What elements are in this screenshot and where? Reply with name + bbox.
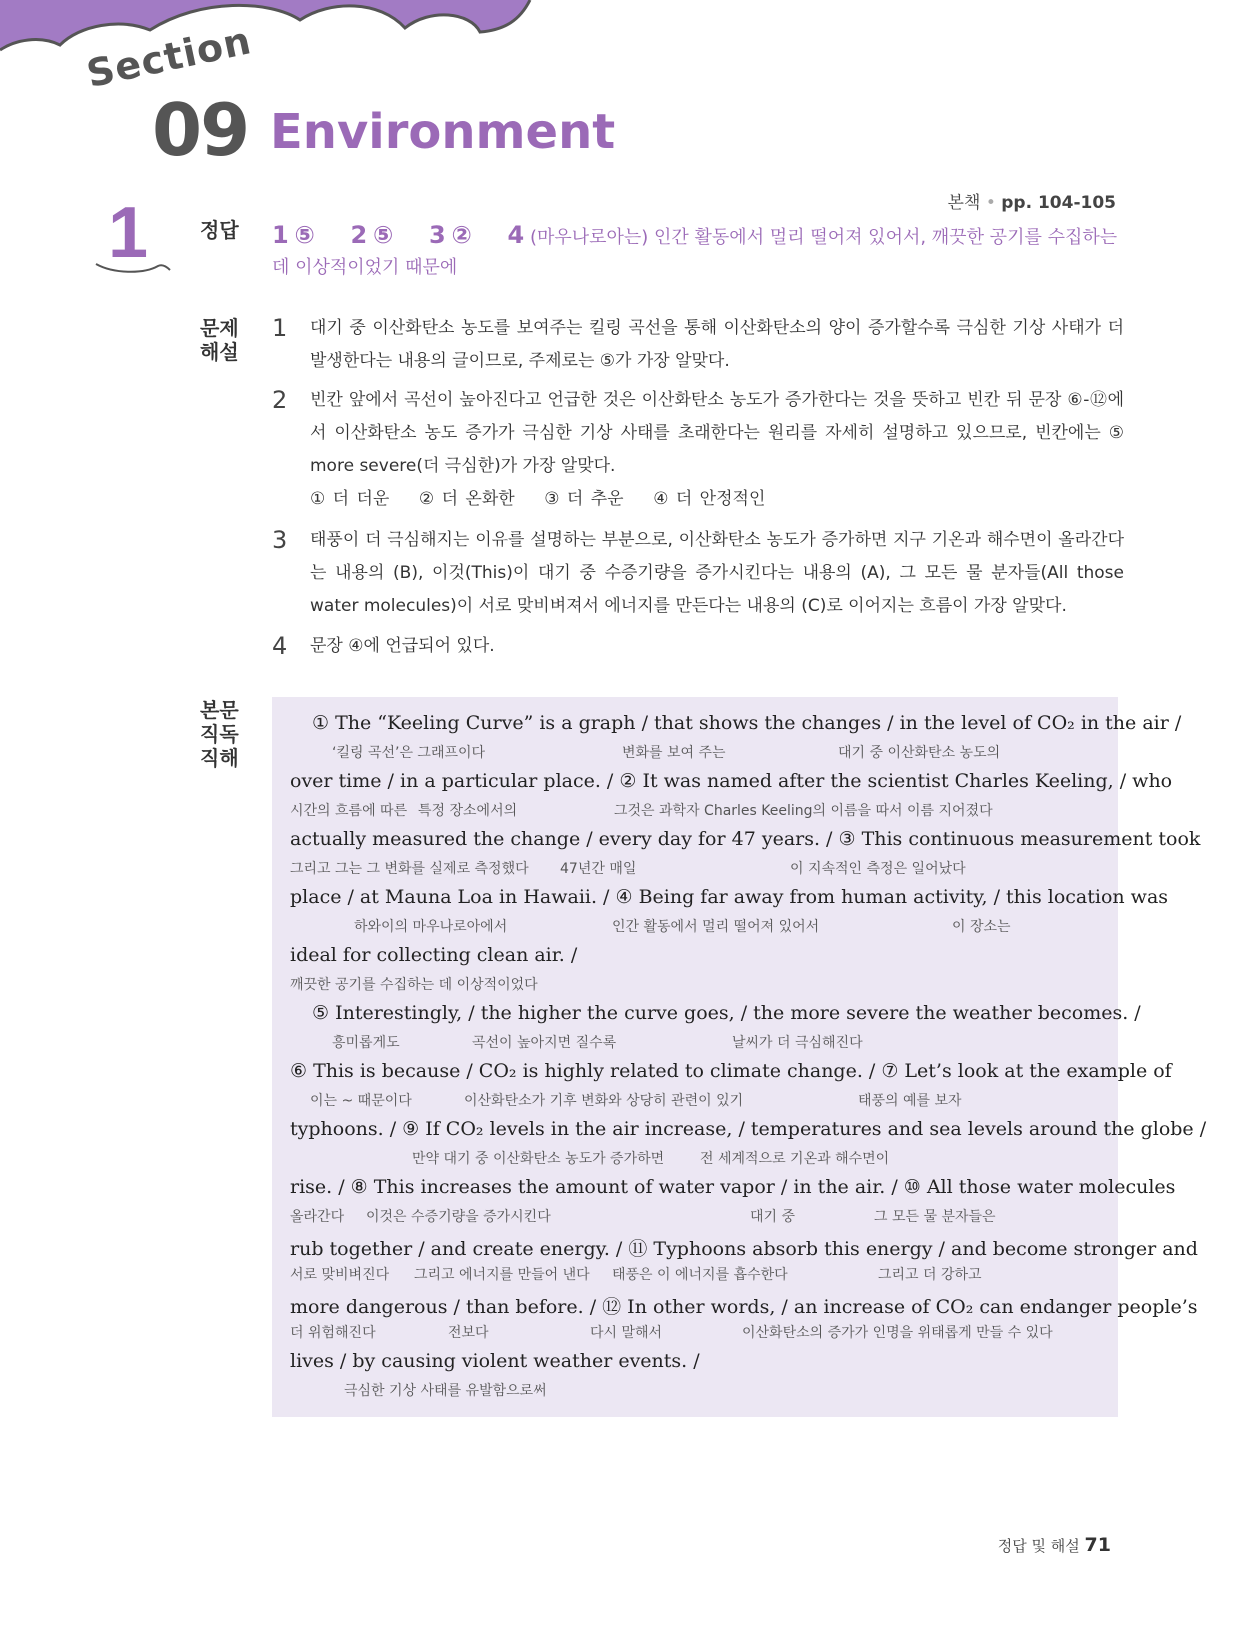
reference-pages: pp. 104-105 <box>1001 193 1116 213</box>
translation: 더 위험해진다 <box>290 1325 376 1341</box>
answer-2: ⑤ <box>372 221 394 249</box>
translation: 그리고 더 강하고 <box>878 1267 982 1283</box>
answers-block <box>272 220 1127 283</box>
translation: 깨끗한 공기를 수집하는 데 이상적이었다 <box>290 977 538 993</box>
translation: 극심한 기상 사태를 유발함으로써 <box>344 1383 547 1399</box>
explanation-item-1 <box>272 312 1124 378</box>
section-number: 09 <box>152 88 249 172</box>
reading-line: ⑤ Interestingly, / the higher the curve goes, / the more severe the weather becomes. / <box>312 1002 1141 1024</box>
header-cloud-banner <box>0 0 560 100</box>
footer-label: 정답 및 해설 <box>997 1537 1080 1555</box>
explanation-text: 문장 ④에 언급되어 있다. <box>310 636 495 656</box>
section-title: Environment <box>270 104 616 160</box>
explanation-item-3 <box>272 524 1124 623</box>
page-footer <box>998 1534 1111 1556</box>
page-number: 71 <box>1084 1534 1111 1556</box>
answer-1-num: 1 <box>272 221 289 249</box>
explanation-text: 빈칸 앞에서 곡선이 높아진다고 언급한 것은 이산화탄소 농도가 증가한다는 것을 뜻하고 빈칸 뒤 문장 ⑥-⑫에서 이산화탄소 농도 증가가 극심한 기상 사태를 초래한다는 원리를 자세히 설명하고 있으므로, 빈칸에는 ⑤ more severe(더 극심한)가 가장 알맞다. <box>310 390 1124 476</box>
translation: 서로 맞비벼진다 <box>290 1267 390 1283</box>
reading-line: actually measured the change / every day for 47 years. / ③ This continuous measurement took <box>290 828 1201 850</box>
explanation-label-line1: 문제 <box>200 316 239 340</box>
translation: 이 장소는 <box>952 919 1011 935</box>
translation: 이산화탄소의 증가가 인명을 위태롭게 만들 수 있다 <box>742 1325 1053 1341</box>
item-number: 1 <box>108 193 149 273</box>
answer-3-num: 3 <box>429 221 446 249</box>
translation: 날씨가 더 극심해진다 <box>732 1035 863 1051</box>
explanation-number: 3 <box>272 526 288 554</box>
answer-3: ② <box>451 221 472 249</box>
section-label: Section <box>82 18 256 96</box>
translation: ‘킬링 곡선’은 그래프이다 <box>332 745 486 761</box>
explanation-text: 대기 중 이산화탄소 농도를 보여주는 킬링 곡선을 통해 이산화탄소의 양이 증가할수록 극심한 기상 사태가 더 발생한다는 내용의 글이므로, 주제로는 ⑤가 가장 알맞다. <box>310 318 1124 371</box>
reading-line: more dangerous / than before. / ⑫ In other words, / an increase of CO₂ can endanger people’s <box>290 1296 1198 1318</box>
translation: 이것은 수증기량을 증가시킨다 <box>366 1209 551 1225</box>
answer-1: ⑤ <box>294 221 315 249</box>
answer-2-num: 2 <box>350 221 368 249</box>
translation: 태풍은 이 에너지를 흡수한다 <box>612 1267 788 1283</box>
translation: 흥미롭게도 <box>332 1035 400 1051</box>
reading-label-line2: 직독 <box>200 722 239 746</box>
translation: 대기 중 이산화탄소 농도의 <box>838 745 1001 761</box>
translation: 대기 중 <box>750 1209 796 1225</box>
reading-label <box>200 698 239 770</box>
reading-label-line1: 본문 <box>200 698 239 722</box>
translation: 인간 활동에서 멀리 떨어져 있어서 <box>612 919 820 935</box>
reading-line: rise. / ⑧ This increases the amount of water vapor / in the air. / ⑩ All those water molecules <box>290 1176 1176 1198</box>
explanation-text: 태풍이 더 극심해지는 이유를 설명하는 부분으로, 이산화탄소 농도가 증가하면 지구 기온과 해수면이 올라간다는 내용의 (B), 이것(This)이 대기 중 수증기량을 증가시킨다는 내용의 (A), 그 모든 물 분자들(All those water molecules)이 서로 맞비벼져서 에너지를 만든다는 내용의 (C)로 이어지는 흐름이 가장 알맞다. <box>310 530 1124 616</box>
explanation-item-2 <box>272 384 1124 516</box>
reading-line: over time / in a particular place. / ② It was named after the scientist Charles Keeling, / who <box>290 770 1173 792</box>
translation: 이산화탄소가 기후 변화와 상당히 관련이 있기 <box>464 1093 744 1109</box>
reading-line: place / at Mauna Loa in Hawaii. / ④ Being far away from human activity, / this location was <box>290 886 1169 908</box>
translation: 47년간 매일 <box>560 861 637 877</box>
translation: 하와이의 마우나로아에서 <box>354 919 508 935</box>
translation: 전보다 <box>448 1325 489 1341</box>
translation: 시간의 흐름에 따른 <box>290 803 408 819</box>
explanation-item-4 <box>272 630 1124 663</box>
translation: 그것은 과학자 Charles Keeling의 이름을 따서 이름 지어졌다 <box>614 803 993 819</box>
translation: 올라간다 <box>290 1209 345 1225</box>
answer-4: (마우나로아는) 인간 활동에서 멀리 떨어져 있어서, 깨끗한 공기를 수집하는 데 이상적이었기 때문에 <box>272 227 1118 278</box>
item-number-underline <box>94 258 174 278</box>
translation: 태풍의 예를 보자 <box>858 1093 962 1109</box>
reference-dot-icon: • <box>985 193 996 213</box>
explanation-number: 2 <box>272 386 288 414</box>
translation: 곡선이 높아지면 질수록 <box>472 1035 617 1051</box>
reading-line: ⑥ This is because / CO₂ is highly related to climate change. / ⑦ Let’s look at the example of <box>290 1060 1172 1082</box>
reading-line: ideal for collecting clean air. / <box>290 944 578 966</box>
explanation-number: 1 <box>272 314 288 342</box>
reading-line: lives / by causing violent weather events. / <box>290 1350 700 1372</box>
reading-label-line3: 직해 <box>200 746 239 770</box>
explanation-label <box>200 316 239 364</box>
answers-label: 정답 <box>200 218 239 242</box>
translation: 만약 대기 중 이산화탄소 농도가 증가하면 <box>412 1151 665 1167</box>
translation: 이는 ~ 때문이다 <box>310 1093 412 1109</box>
translation: 특정 장소에서의 <box>418 803 518 819</box>
translation: 전 세계적으로 기온과 해수면이 <box>700 1151 890 1167</box>
reading-line: typhoons. / ⑨ If CO₂ levels in the air increase, / temperatures and sea levels around the globe / <box>290 1118 1207 1140</box>
answer-4-num: 4 <box>507 221 525 249</box>
reference-book: 본책 <box>947 193 981 213</box>
translation: 그리고 에너지를 만들어 낸다 <box>414 1267 590 1283</box>
translation: 이 지속적인 측정은 일어났다 <box>790 861 966 877</box>
explanation-choices: ① 더 더운 ② 더 온화한 ③ 더 추운 ④ 더 안정적인 <box>310 489 766 509</box>
translation: 변화를 보여 주는 <box>622 745 726 761</box>
page-reference <box>948 188 1116 213</box>
reading-line: rub together / and create energy. / ⑪ Typhoons absorb this energy / and become stronger and <box>290 1238 1198 1260</box>
reading-line: ① The “Keeling Curve” is a graph / that shows the changes / in the level of CO₂ in the air / <box>312 712 1182 734</box>
translation: 그 모든 물 분자들은 <box>874 1209 996 1225</box>
explanation-label-line2: 해설 <box>200 340 239 364</box>
explanation-number: 4 <box>272 632 288 660</box>
translation: 다시 말해서 <box>590 1325 663 1341</box>
translation: 그리고 그는 그 변화를 실제로 측정했다 <box>290 861 529 877</box>
